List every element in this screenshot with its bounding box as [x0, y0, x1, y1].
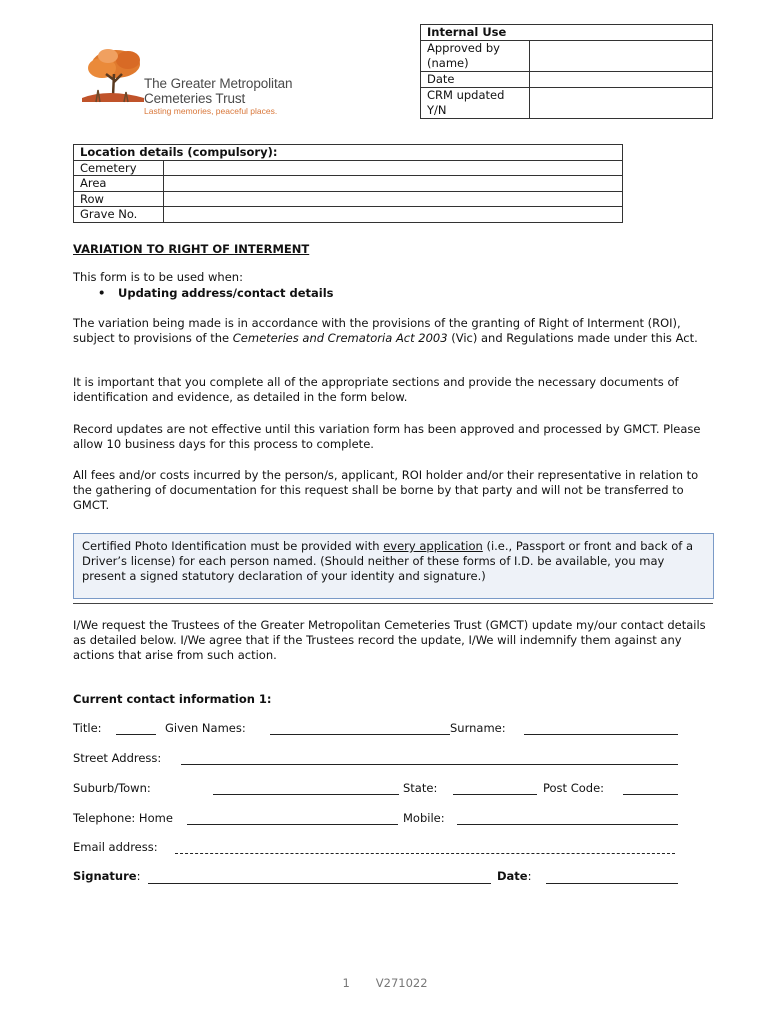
page-number: 1	[342, 976, 350, 990]
signature-label-group	[73, 869, 140, 883]
bullet-item	[98, 286, 334, 300]
gmct-logo	[78, 44, 318, 118]
intro-text: This form is to be used when:	[73, 270, 243, 284]
email-input[interactable]	[175, 853, 675, 854]
bullet-text: Updating address/contact details	[118, 286, 334, 300]
cemetery-field[interactable]	[164, 160, 623, 176]
title-input[interactable]	[116, 734, 156, 735]
crm-updated-label: CRM updated Y/N	[421, 88, 530, 119]
logo-tagline: Lasting memories, peaceful places.	[144, 106, 278, 116]
paragraph-documents: It is important that you complete all of the appropriate sections and provide the necessary documents of identification and evidence, as detailed in the form below.	[73, 375, 679, 404]
version-code: V271022	[375, 976, 428, 990]
surname-label: Surname:	[450, 721, 506, 735]
suburb-label: Suburb/Town:	[73, 781, 151, 795]
tree-logo-icon	[78, 44, 148, 106]
email-label: Email address:	[73, 840, 158, 854]
grave-no-label: Grave No.	[74, 207, 164, 223]
paragraph-roi	[73, 316, 718, 346]
bullet-icon: •	[98, 286, 106, 300]
state-input[interactable]	[453, 794, 537, 795]
form-heading: VARIATION TO RIGHT OF INTERMENT	[73, 242, 310, 256]
approved-by-field[interactable]	[530, 41, 713, 72]
suburb-input[interactable]	[213, 794, 399, 795]
logo-line-1: The Greater Metropolitan	[144, 76, 293, 91]
photo-id-note	[73, 533, 714, 599]
state-label: State:	[403, 781, 438, 795]
date-colon: :	[527, 869, 532, 883]
area-label: Area	[74, 176, 164, 192]
street-address-input[interactable]	[181, 764, 678, 765]
signature-label: Signature	[73, 869, 137, 883]
contact-section-title: Current contact information 1:	[73, 692, 272, 706]
divider	[73, 603, 713, 604]
telephone-home-input[interactable]	[187, 824, 398, 825]
street-address-label: Street Address:	[73, 751, 162, 765]
postcode-label: Post Code:	[543, 781, 605, 795]
request-paragraph: I/We request the Trustees of the Greater Metropolitan Cemeteries Trust (GMCT) update my/our contact details as detailed below. I/We agree that if the Trustees record the update, I/We will indemnify them against any actions that arise from such action.	[73, 618, 706, 662]
internal-use-table	[420, 24, 713, 119]
area-field[interactable]	[164, 176, 623, 192]
date-label-text: Date	[497, 869, 528, 883]
note-underlined: every application	[383, 539, 483, 553]
cemetery-label: Cemetery	[74, 160, 164, 176]
signature-input[interactable]	[148, 883, 491, 884]
note-part-a: Certified Photo Identification must be provided with	[82, 539, 384, 553]
title-label: Title:	[73, 721, 102, 735]
mobile-input[interactable]	[457, 824, 678, 825]
approved-by-label: Approved by (name)	[421, 41, 530, 72]
telephone-home-label: Telephone: Home	[73, 811, 173, 825]
para1-part-a: The variation being made is in accordance with the provisions of the granting of Right of Interment (ROI), subject to provisions of the	[73, 316, 681, 345]
para1-part-b: (Vic) and Regulations made under this Act.	[447, 331, 698, 345]
given-names-input[interactable]	[270, 734, 450, 735]
note-part-b: (i.e., Passport or front and back of a Driver’s license) for each person named. (Should neither of these forms of I.D. be available, you may present a signed statutory declaration of your identity and signature.)	[82, 539, 694, 583]
act-name: Cemeteries and Crematoria Act 2003	[232, 331, 448, 345]
date-label: Date	[421, 72, 530, 88]
surname-input[interactable]	[524, 734, 678, 735]
location-details-table	[73, 144, 623, 223]
crm-updated-field[interactable]	[530, 88, 713, 119]
internal-use-title: Internal Use	[421, 25, 713, 41]
date-label-group	[497, 869, 531, 883]
logo-line-2: Cemeteries Trust	[144, 91, 246, 106]
row-field[interactable]	[164, 191, 623, 207]
paragraph-fees: All fees and/or costs incurred by the person/s, applicant, ROI holder and/or their representative in relation to the gathering of documentation for this request shall be borne by that party and will not be transferred to GMCT.	[73, 468, 699, 512]
signature-colon: :	[136, 869, 141, 883]
postcode-input[interactable]	[623, 794, 678, 795]
given-names-label: Given Names:	[165, 721, 246, 735]
date-field[interactable]	[530, 72, 713, 88]
mobile-label: Mobile:	[403, 811, 445, 825]
row-label: Row	[74, 191, 164, 207]
paragraph-record-updates: Record updates are not effective until this variation form has been approved and processed by GMCT. Please allow 10 business days for this process to complete.	[73, 422, 701, 451]
location-details-title: Location details (compulsory):	[74, 145, 623, 161]
logo-text	[144, 76, 292, 106]
page-footer	[0, 976, 770, 990]
date-input[interactable]	[546, 883, 678, 884]
grave-no-field[interactable]	[164, 207, 623, 223]
